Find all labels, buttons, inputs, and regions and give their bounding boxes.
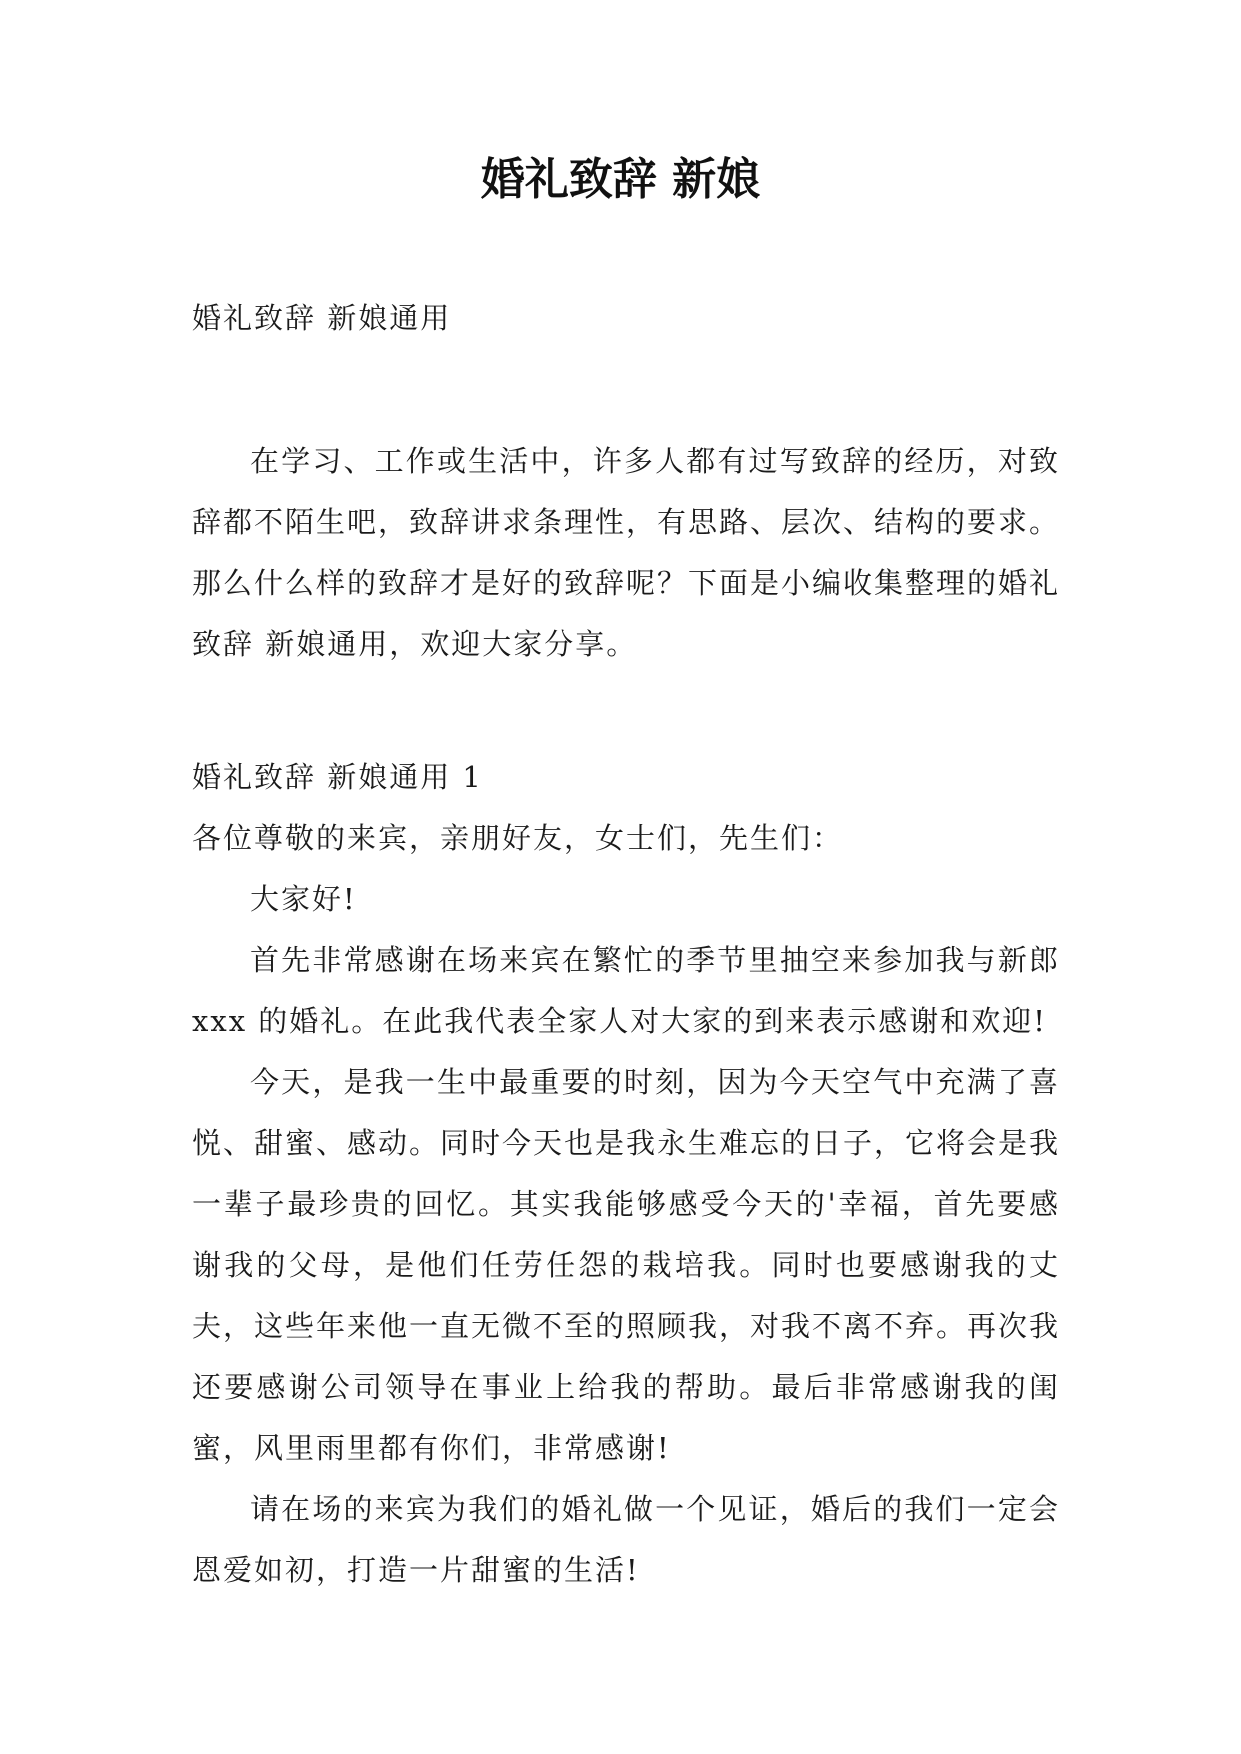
- spacer: [192, 675, 1060, 747]
- document-body: [192, 288, 1060, 1601]
- salutation: 各位尊敬的来宾，亲朋好友，女士们，先生们：: [192, 821, 844, 855]
- spacer: [192, 349, 1060, 431]
- body-paragraph: 首先非常感谢在场来宾在繁忙的季节里抽空来参加我与新郎 xxx 的婚礼。在此我代表全家人对大家的到来表示感谢和欢迎!: [192, 943, 1060, 1038]
- body-paragraph: 请在场的来宾为我们的婚礼做一个见证，婚后的我们一定会恩爱如初，打造一片甜蜜的生活!: [192, 1492, 1060, 1587]
- body-paragraph: 今天，是我一生中最重要的时刻，因为今天空气中充满了喜悦、甜蜜、感动。同时今天也是我永生难忘的日子，它将会是我一辈子最珍贵的回忆。其实我能够感受今天的'幸福，首先要感谢我的父母，是他们任劳任怨的栽培我。同时也要感谢我的丈夫，这些年来他一直无微不至的照顾我，对我不离不弃。再次我还要感谢公司领导在事业上给我的帮助。最后非常感谢我的闺蜜，风里雨里都有你们，非常感谢!: [192, 1065, 1061, 1465]
- intro-paragraph: 在学习、工作或生活中，许多人都有过写致辞的经历，对致辞都不陌生吧，致辞讲求条理性，有思路、层次、结构的要求。那么什么样的致辞才是好的致辞呢？下面是小编收集整理的婚礼致辞 新娘通用，欢迎大家分享。: [192, 444, 1061, 661]
- document-title: 婚礼致辞 新娘: [480, 154, 761, 205]
- section-heading: 婚礼致辞 新娘通用 1: [192, 760, 483, 794]
- document-subtitle: 婚礼致辞 新娘通用: [192, 301, 452, 335]
- greeting: 大家好!: [250, 882, 357, 916]
